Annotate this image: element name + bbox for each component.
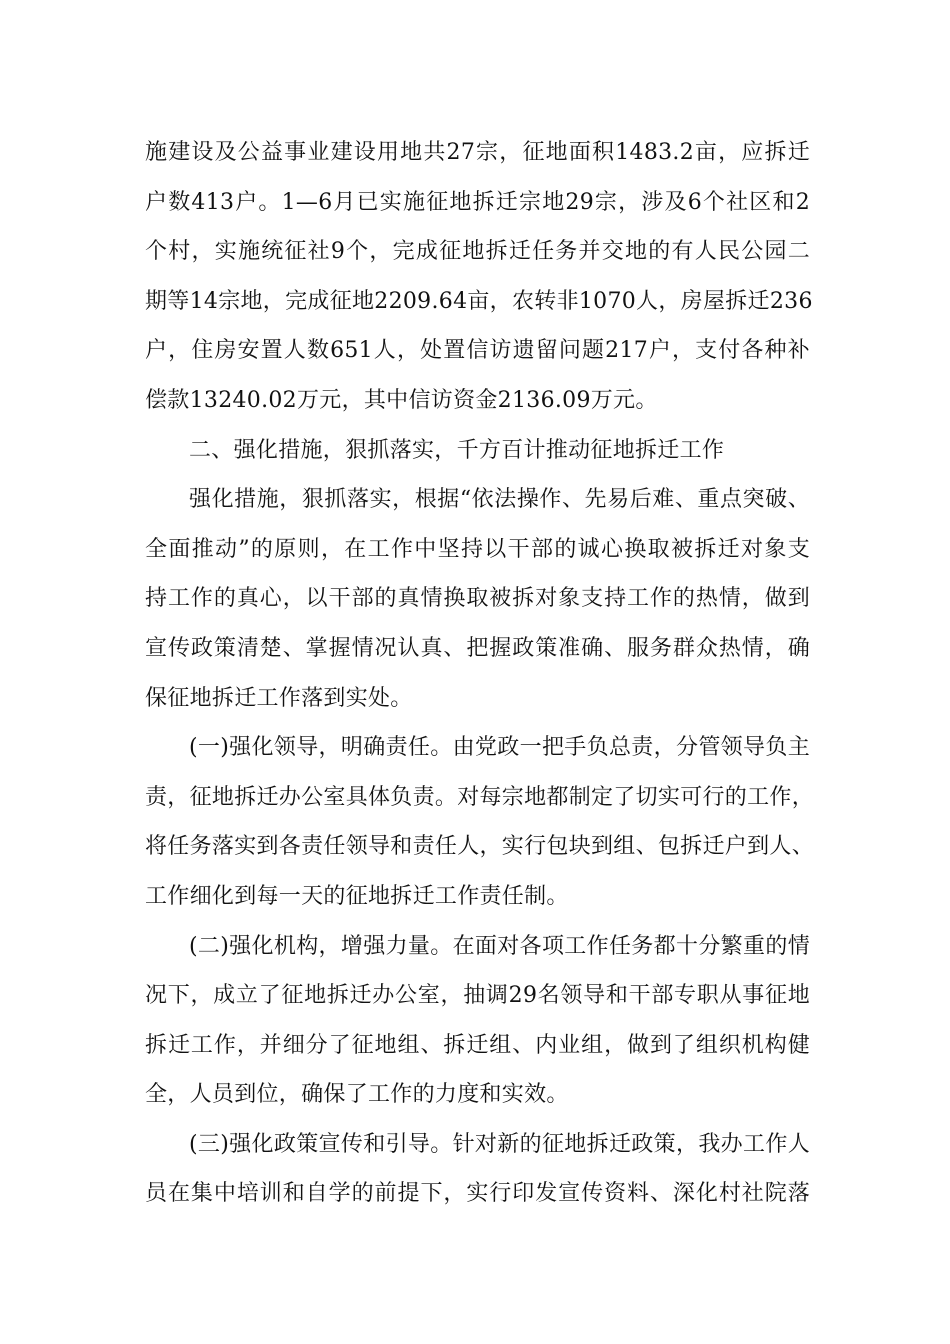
text-line: 全，人员到位，确保了工作的力度和实效。 bbox=[145, 1082, 569, 1108]
document-body bbox=[145, 128, 815, 1219]
text-line: 持工作的真心，以干部的真情换取被拆对象支持工作的热情，做到 bbox=[145, 586, 810, 612]
text-line: 将任务落实到各责任领导和责任人，实行包块到组、包拆迁户到人、 bbox=[145, 834, 815, 860]
text-line: 期等14宗地，完成征地2209.64亩，农转非1070人，房屋拆迁236 bbox=[145, 288, 813, 314]
text-line: (二)强化机构，增强力量。在面对各项工作任务都十分繁重的情 bbox=[189, 933, 810, 959]
section-heading: 二、强化措施，狠抓落实，千方百计推动征地拆迁工作 bbox=[189, 437, 725, 463]
text-line: 况下，成立了征地拆迁办公室，抽调29名领导和干部专职从事征地 bbox=[145, 983, 810, 1009]
text-line: 员在集中培训和自学的前提下，实行印发宣传资料、深化村社院落 bbox=[145, 1181, 810, 1207]
text-line: 施建设及公益事业建设用地共27宗，征地面积1483.2亩，应拆迁 bbox=[145, 140, 810, 165]
text-line: 全面推动”的原则，在工作中坚持以干部的诚心换取被拆迁对象支 bbox=[145, 536, 810, 562]
text-line: 责，征地拆迁办公室具体负责。对每宗地都制定了切实可行的工作， bbox=[145, 784, 815, 810]
text-line: (一)强化领导，明确责任。由党政一把手负总责，分管领导负主 bbox=[189, 735, 810, 761]
text-line: (三)强化政策宣传和引导。针对新的征地拆迁政策，我办工作人 bbox=[189, 1131, 810, 1157]
text-line: 偿款13240.02万元，其中信访资金2136.09万元。 bbox=[145, 387, 658, 413]
text-line: 工作细化到每一天的征地拆迁工作责任制。 bbox=[145, 883, 569, 909]
text-line: 户数413户。1—6月已实施征地拆迁宗地29宗，涉及6个社区和2 bbox=[145, 189, 810, 215]
text-line: 拆迁工作，并细分了征地组、拆迁组、内业组，做到了组织机构健 bbox=[145, 1032, 810, 1058]
text-line: 保征地拆迁工作落到实处。 bbox=[145, 685, 413, 711]
text-line: 个村，实施统征社9个，完成征地拆迁任务并交地的有人民公园二 bbox=[145, 239, 810, 265]
text-line: 强化措施，狠抓落实，根据“依法操作、先易后难、重点突破、 bbox=[189, 487, 810, 513]
text-line: 宣传政策清楚、掌握情况认真、把握政策准确、服务群众热情，确 bbox=[145, 635, 810, 661]
text-line: 户，住房安置人数651人，处置信访遗留问题217户，支付各种补 bbox=[145, 338, 810, 364]
